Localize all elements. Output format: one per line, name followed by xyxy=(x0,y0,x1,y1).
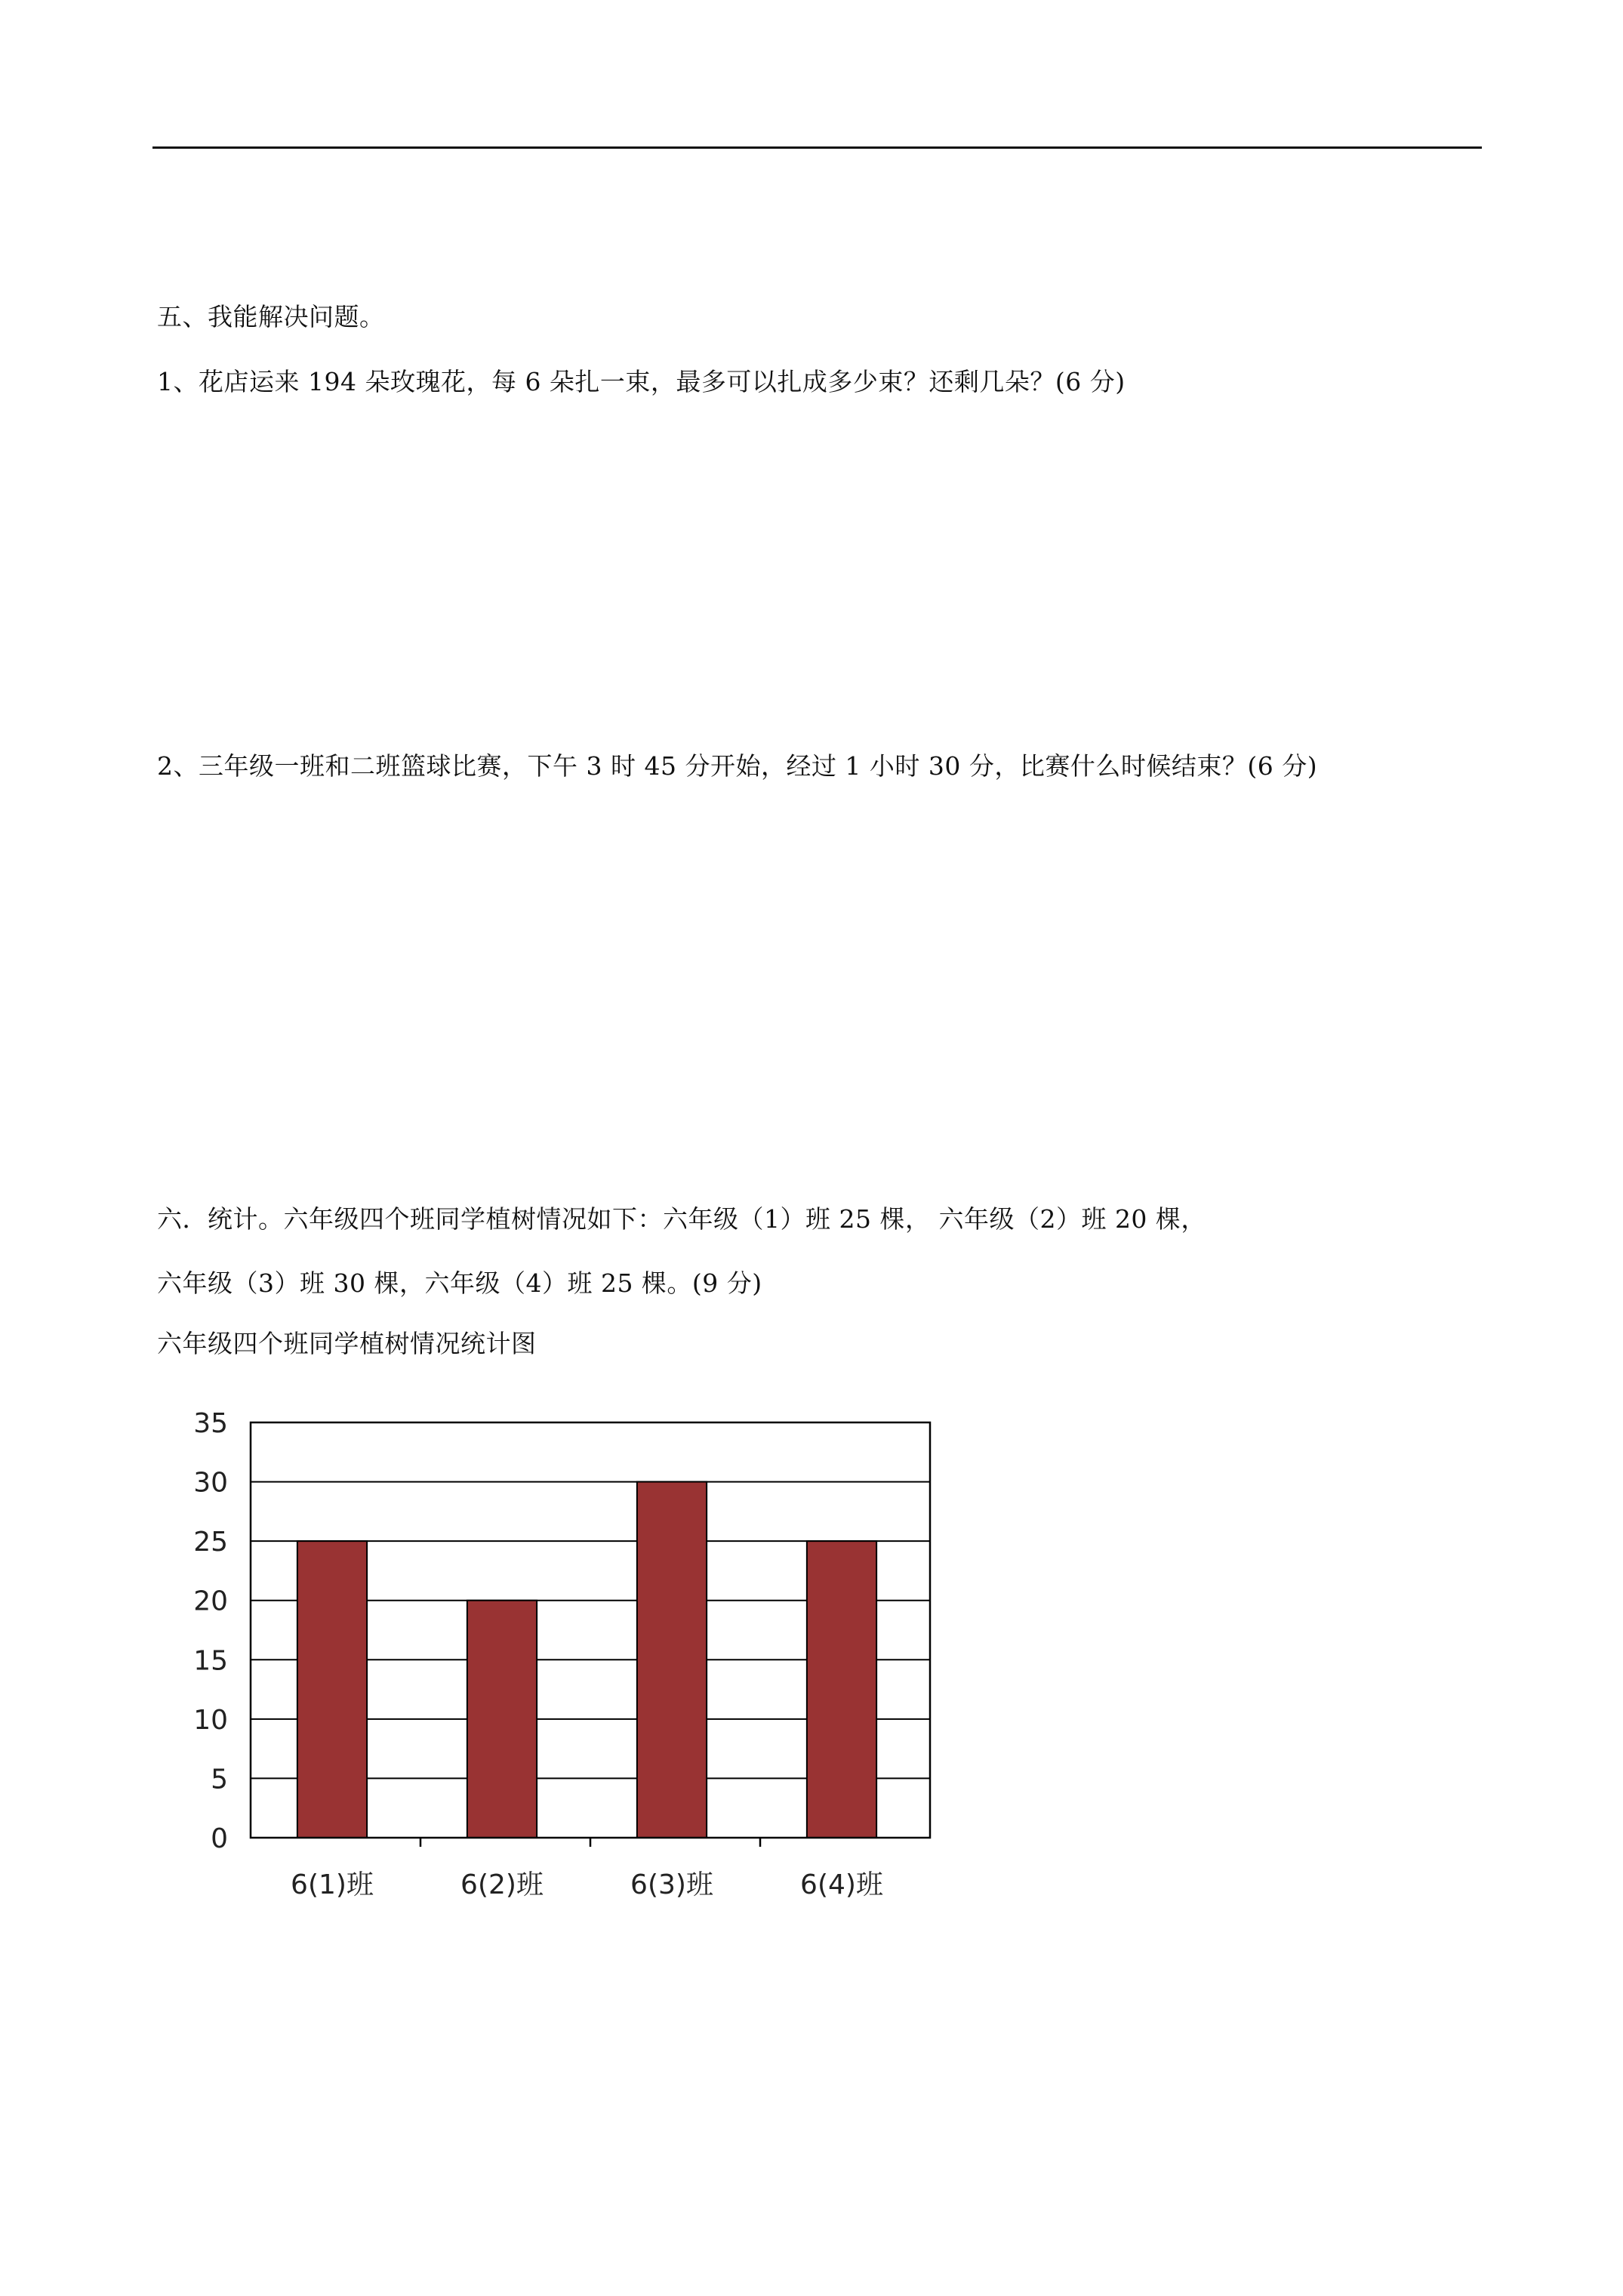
section-5-heading: 五、我能解决问题。 xyxy=(157,302,385,331)
y-tick-label: 35 xyxy=(193,1408,228,1439)
section-6-line-2: 六年级（3）班 30 棵，六年级（4）班 25 棵。(9 分) xyxy=(157,1268,762,1298)
bar xyxy=(467,1601,537,1838)
y-tick-label: 10 xyxy=(193,1704,228,1736)
bar xyxy=(637,1482,707,1838)
bar-chart xyxy=(157,1397,972,1925)
x-category-label: 6(4)班 xyxy=(800,1869,883,1900)
section-6-line-1: 六．统计。六年级四个班同学植树情况如下：六年级（1）班 25 棵， 六年级（2）班 20 棵， xyxy=(157,1204,1206,1234)
question-1: 1、花店运来 194 朵玫瑰花，每 6 朵扎一束，最多可以扎成多少束？还剩几朵？(6 分) xyxy=(157,367,1126,396)
question-2: 2、三年级一班和二班篮球比赛，下午 3 时 45 分开始，经过 1 小时 30 分，比赛什么时候结束？(6 分) xyxy=(157,751,1318,781)
x-category-label: 6(1)班 xyxy=(291,1869,374,1900)
y-tick-label: 0 xyxy=(211,1823,228,1854)
y-tick-label: 15 xyxy=(193,1645,228,1677)
chart-title: 六年级四个班同学植树情况统计图 xyxy=(157,1329,537,1358)
y-tick-label: 20 xyxy=(193,1586,228,1617)
y-tick-label: 30 xyxy=(193,1467,228,1499)
y-tick-label: 5 xyxy=(211,1764,228,1795)
header-rule xyxy=(152,146,1482,149)
y-tick-label: 25 xyxy=(193,1527,228,1558)
x-category-label: 6(3)班 xyxy=(630,1869,713,1900)
bar xyxy=(807,1541,876,1838)
x-category-label: 6(2)班 xyxy=(460,1869,544,1900)
bar xyxy=(297,1541,367,1838)
bar-chart-svg xyxy=(157,1397,972,1925)
